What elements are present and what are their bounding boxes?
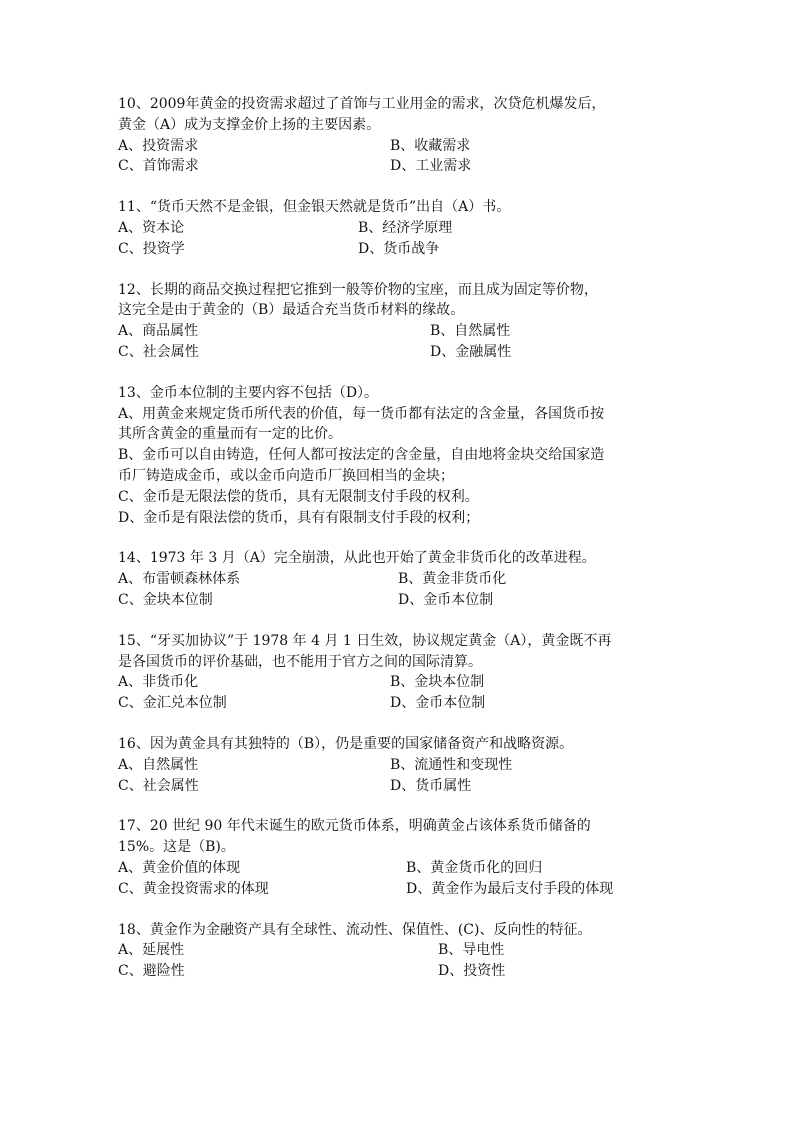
question-text-line: B、金币可以自由铸造，任何人都可按法定的含金量，自由地将金块交给国家造 <box>118 447 605 464</box>
question-stem: 17、20 世纪 90 年代末诞生的欧元货币体系，明确黄金占该体系货币储备的 <box>118 818 591 835</box>
document-page <box>118 94 678 1002</box>
question-block <box>118 197 678 259</box>
answer-option: B、金块本位制 <box>390 674 485 691</box>
answer-option: B、收藏需求 <box>390 137 471 154</box>
answer-option: C、社会属性 <box>118 777 199 794</box>
answer-option: D、金币本位制 <box>398 591 494 608</box>
question-text-line: 黄金（A）成为支撑金价上扬的主要因素。 <box>118 116 381 133</box>
answer-option: A、商品属性 <box>118 323 199 340</box>
option-row <box>118 961 678 982</box>
option-row <box>118 672 678 693</box>
question-text-line: 是各国货币的评价基础，也不能用于官方之间的国际清算。 <box>118 653 482 670</box>
option-row <box>118 755 678 776</box>
option-row <box>118 239 678 260</box>
question-text-line: C、金币是无限法偿的货币，具有无限制支付手段的权利。 <box>118 488 479 505</box>
answer-option: A、自然属性 <box>118 756 199 773</box>
option-row <box>118 940 678 961</box>
answer-option: A、非货币化 <box>118 674 199 691</box>
option-row <box>118 590 678 611</box>
answer-option: B、黄金非货币化 <box>398 571 507 588</box>
question-text-line: 这完全是由于黄金的（B）最适合充当货币材料的缘故。 <box>118 302 465 319</box>
option-row <box>118 218 678 239</box>
answer-option: B、黄金货币化的回归 <box>406 859 543 876</box>
question-block <box>118 548 678 610</box>
question-text-line: 币厂铸造成金币，或以金币向造币厂换回相当的金块； <box>118 467 454 484</box>
question-block <box>118 383 678 529</box>
answer-option: B、经济学原理 <box>358 219 453 236</box>
option-row <box>118 342 678 363</box>
option-row <box>118 693 678 714</box>
option-row <box>118 136 678 157</box>
question-block <box>118 816 678 899</box>
answer-option: D、货币战争 <box>358 240 440 257</box>
answer-option: D、投资性 <box>438 963 506 980</box>
question-stem: 15、“牙买加协议”于 1978 年 4 月 1 日生效，协议规定黄金（A），黄金既不再 <box>118 632 612 649</box>
question-stem: 11、“货币天然不是金银，但金银天然就是货币”出自（A）书。 <box>118 199 511 216</box>
question-text-line: 15%。这是（B)。 <box>118 839 235 856</box>
answer-option: C、首饰需求 <box>118 158 199 175</box>
answer-option: C、社会属性 <box>118 343 199 360</box>
question-block <box>118 631 678 714</box>
answer-option: D、金融属性 <box>430 343 512 360</box>
answer-option: D、货币属性 <box>390 777 472 794</box>
option-row <box>118 879 678 900</box>
question-text-line: A、用黄金来规定货币所代表的价值，每一货币都有法定的含金量，各国货币按 <box>118 405 605 422</box>
answer-option: A、布雷顿森林体系 <box>118 571 241 588</box>
question-text-line: 其所含黄金的重量而有一定的比价。 <box>118 426 342 443</box>
answer-option: C、避险性 <box>118 963 185 980</box>
answer-option: D、工业需求 <box>390 158 472 175</box>
question-stem: 18、黄金作为金融资产具有全球性、流动性、保值性、(C)、反向性的特征。 <box>118 921 592 938</box>
answer-option: C、投资学 <box>118 240 185 257</box>
answer-option: C、黄金投资需求的体现 <box>118 880 269 897</box>
question-stem: 10、2009年黄金的投资需求超过了首饰与工业用金的需求，次贷危机爆发后， <box>118 96 606 112</box>
option-row <box>118 858 678 879</box>
answer-option: A、延展性 <box>118 942 185 959</box>
answer-option: B、自然属性 <box>430 323 511 340</box>
answer-option: A、投资需求 <box>118 137 199 154</box>
question-stem: 16、因为黄金具有其独特的（B），仍是重要的国家储备资产和战略资源。 <box>118 735 574 752</box>
answer-option: D、金币本位制 <box>390 695 486 712</box>
answer-option: B、导电性 <box>438 942 505 959</box>
question-block <box>118 734 678 796</box>
question-stem: 14、1973 年 3 月（A）完全崩溃，从此也开始了黄金非货币化的改革进程。 <box>118 550 596 567</box>
option-row <box>118 776 678 797</box>
option-row <box>118 569 678 590</box>
question-stem: 13、金币本位制的主要内容不包括（D）。 <box>118 384 379 401</box>
answer-option: D、黄金作为最后支付手段的体现 <box>406 880 614 897</box>
option-row <box>118 321 678 342</box>
answer-option: A、黄金价值的体现 <box>118 859 241 876</box>
question-stem: 12、长期的商品交换过程把它推到一般等价物的宝座，而且成为固定等价物， <box>118 281 598 298</box>
answer-option: C、金汇兑本位制 <box>118 695 227 712</box>
question-block <box>118 280 678 363</box>
answer-option: B、流通性和变现性 <box>390 756 513 773</box>
question-block <box>118 920 678 982</box>
question-block <box>118 94 678 177</box>
question-text-line: D、金币是有限法偿的货币，具有有限制支付手段的权利； <box>118 509 480 526</box>
answer-option: C、金块本位制 <box>118 591 213 608</box>
answer-option: A、资本论 <box>118 219 185 236</box>
option-row <box>118 156 678 177</box>
